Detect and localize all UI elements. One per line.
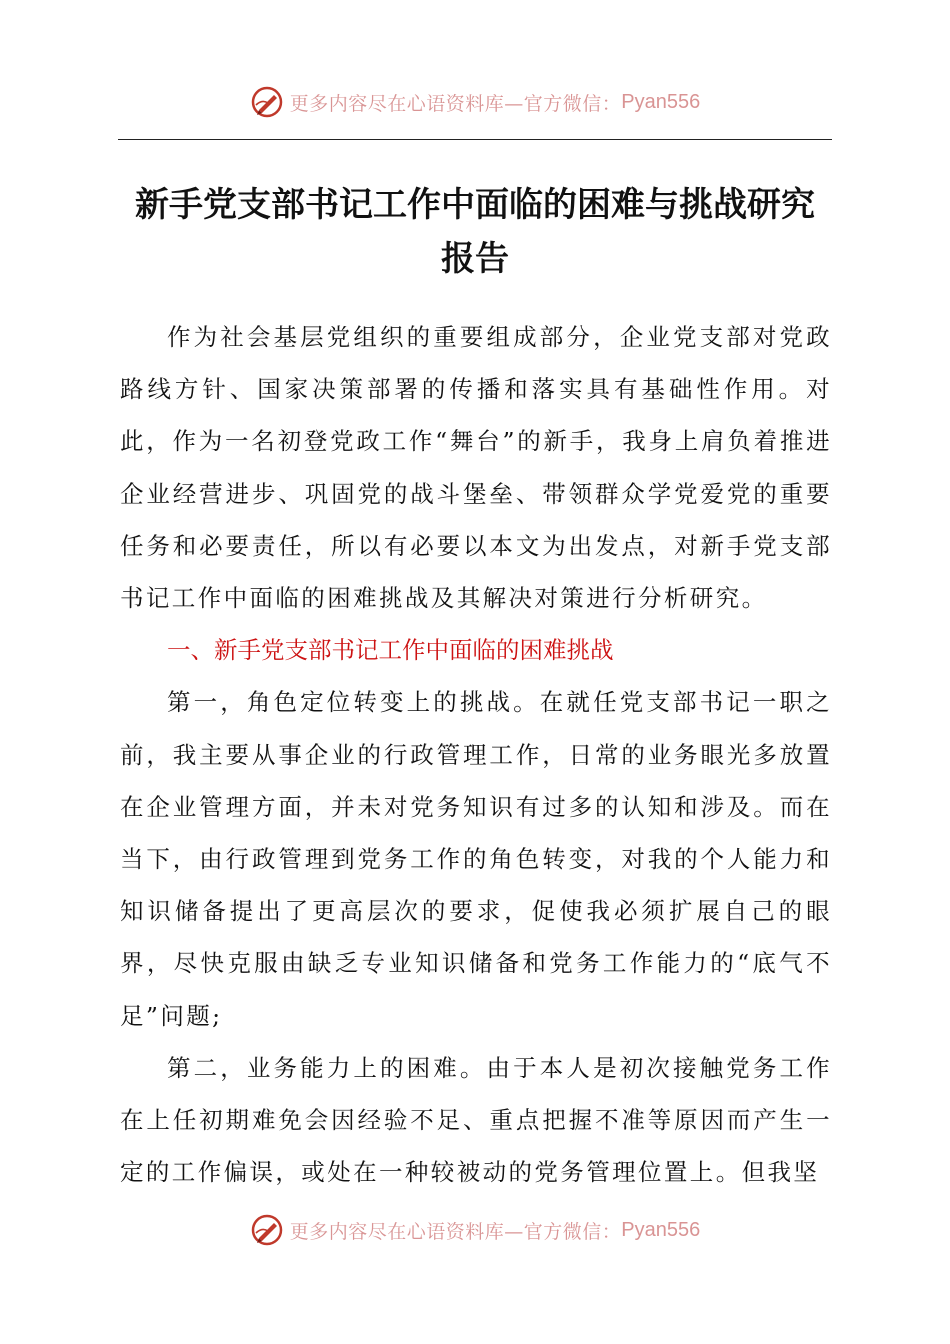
pen-logo-icon xyxy=(250,1213,284,1247)
section-heading: 一、新手党支部书记工作中面临的困难挑战 xyxy=(167,636,614,665)
section-paragraph-1: 第一，角色定位转变上的挑战。在就任党支部书记一职之前，我主要从事企业的行政管理工作，日常的业务眼光多放置在企业管理方面，并未对党务知识有过多的认知和涉及。而在当下，由行政管理到党务工作的角色转变，对我的个人能力和知识储备提出了更高层次的要求，促使我必须扩展自己的眼界，尽快克服由缺乏专业知识储备和党务工作能力的“底气不足”问题; xyxy=(120,688,832,1030)
footer-banner-wechat-id: Pyan556 xyxy=(621,1218,701,1241)
footer-banner xyxy=(0,1210,950,1250)
section-paragraph-2: 第二，业务能力上的困难。由于本人是初次接触党务工作在上任初期难免会因经验不足、重点把握不准等原因而产生一定的工作偏误，或处在一种较被动的党务管理位置上。但我坚 xyxy=(120,1053,832,1187)
footer-banner-text: 更多内容尽在心语资料库—官方微信： xyxy=(289,1220,622,1243)
header-divider xyxy=(118,139,832,140)
document-title xyxy=(100,178,850,286)
header-banner xyxy=(0,82,950,122)
pen-logo-icon xyxy=(250,85,284,119)
banner-text: 更多内容尽在心语资料库—官方微信： xyxy=(289,92,622,115)
banner-wechat-id: Pyan556 xyxy=(621,90,701,113)
title-line-2: 报告 xyxy=(441,239,509,279)
title-line-1: 新手党支部书记工作中面临的困难与挑战研究 xyxy=(135,185,815,225)
document-body xyxy=(120,311,832,1198)
intro-paragraph: 作为社会基层党组织的重要组成部分，企业党支部对党政路线方针、国家决策部署的传播和落实具有基础性作用。对此，作为一名初登党政工作“舞台”的新手，我身上肩负着推进企业经营进步、巩固党的战斗堡垒、带领群众学党爱党的重要任务和必要责任，所以有必要以本文为出发点，对新手党支部书记工作中面临的困难挑战及其解决对策进行分析研究。 xyxy=(120,323,832,613)
